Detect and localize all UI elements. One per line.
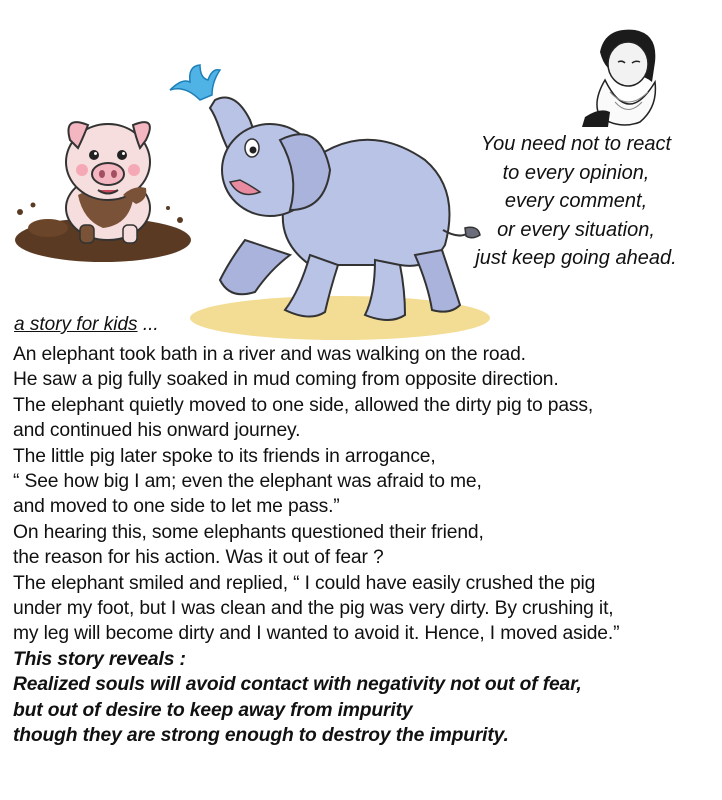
story-tagline xyxy=(14,314,159,336)
quote-line: or every situation, xyxy=(497,218,655,241)
story-line: the reason for his action. Was it out of fear ? xyxy=(13,547,384,569)
story-line: and moved to one side to let me pass.” xyxy=(13,496,340,518)
story-line: He saw a pig fully soaked in mud coming from opposite direction. xyxy=(13,369,559,391)
story-line: and continued his onward journey. xyxy=(13,420,301,442)
story-line: On hearing this, some elephants questioned their friend, xyxy=(13,521,484,543)
water-splash-icon xyxy=(170,65,220,100)
moral-line: Realized souls will avoid contact with negativity not out of fear, xyxy=(13,674,582,696)
story-line: The little pig later spoke to its friends in arrogance, xyxy=(13,445,436,467)
story-line: “ See how big I am; even the elephant was afraid to me, xyxy=(13,471,482,493)
moral-line: though they are strong enough to destroy the impurity. xyxy=(13,725,509,747)
tagline-suffix: ... xyxy=(142,314,159,335)
story-line: The elephant quietly moved to one side, allowed the dirty pig to pass, xyxy=(13,394,594,416)
moral-block xyxy=(13,647,718,749)
quote-line: You need not to react xyxy=(480,133,672,155)
story-line: my leg will become dirty and I wanted to avoid it. Hence, I moved aside.” xyxy=(13,623,620,645)
story-body xyxy=(13,342,718,749)
bearded-man-portrait xyxy=(580,22,670,127)
story-line: An elephant took bath in a river and was walking on the road. xyxy=(13,344,526,365)
story-line: under my foot, but I was clean and the pig was very dirty. By crushing it, xyxy=(13,598,614,620)
moral-line: but out of desire to keep away from impurity xyxy=(13,699,413,721)
moral-heading: This story reveals : xyxy=(13,648,186,670)
quote-line: just keep going ahead. xyxy=(475,247,677,269)
story-line: The elephant smiled and replied, “ I could have easily crushed the pig xyxy=(13,572,596,594)
quote-block xyxy=(440,130,712,273)
quote-line: to every opinion, xyxy=(502,161,650,184)
quote-line: every comment, xyxy=(504,190,648,212)
tagline-text: a story for kids xyxy=(14,314,138,335)
